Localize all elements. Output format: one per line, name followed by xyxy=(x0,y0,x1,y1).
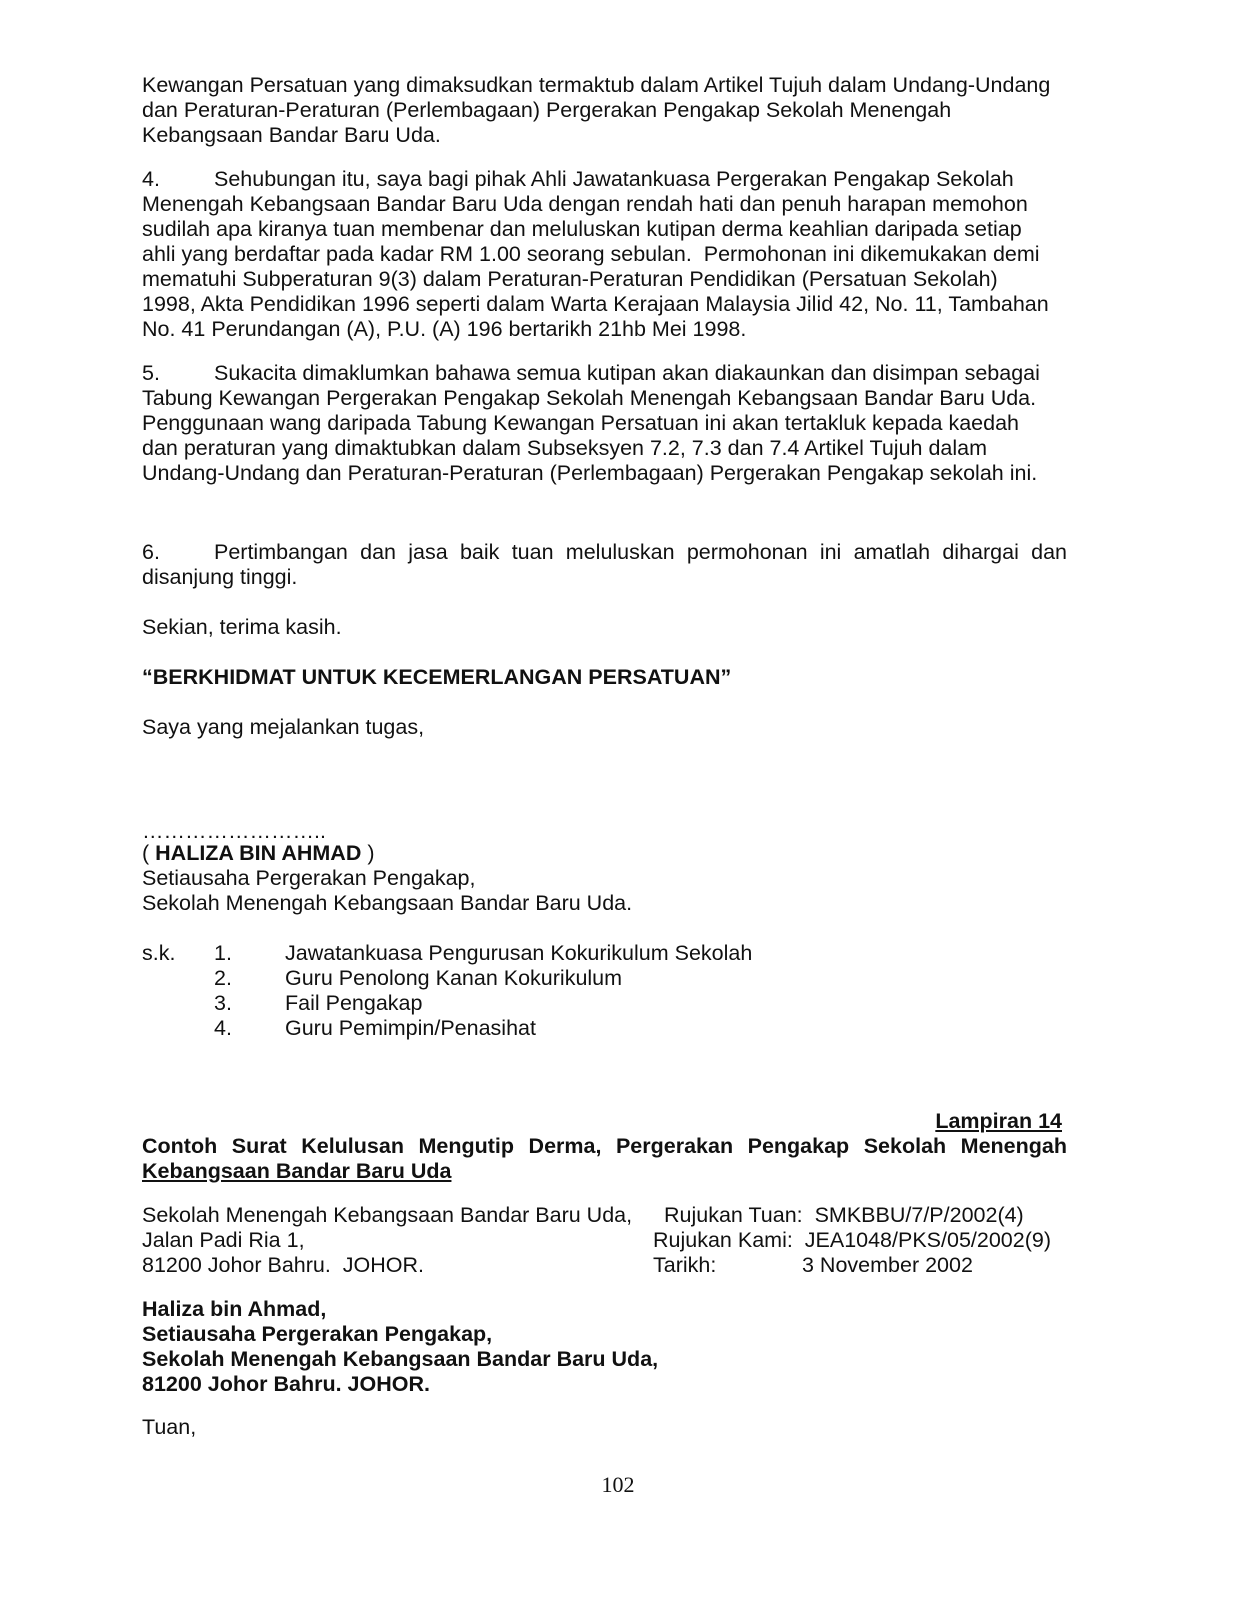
closing-thanks: Sekian, terima kasih. xyxy=(142,615,342,639)
letterhead-address-line: 81200 Johor Bahru. JOHOR. xyxy=(142,1253,425,1277)
intro-line-1: Kewangan Persatuan yang dimaksudkan termaktub dalam Artikel Tujuh dalam Undang-Undang xyxy=(142,73,1051,97)
recipient-line: 81200 Johor Bahru. JOHOR. xyxy=(142,1372,430,1396)
signature-school: Sekolah Menengah Kebangsaan Bandar Baru Uda. xyxy=(142,891,633,915)
copies-item-number: 1. xyxy=(214,941,232,965)
copies-item-number: 4. xyxy=(214,1016,232,1040)
appendix-label: Lampiran 14 xyxy=(935,1109,1062,1133)
para6-number: 6. xyxy=(142,540,160,564)
para4-line: sudilah apa kiranya tuan membenar dan meluluskan kutipan derma keahlian daripada setiap xyxy=(142,217,1022,241)
reference-ours: Rujukan Kami: JEA1048/PKS/05/2002(9) xyxy=(653,1228,1051,1252)
para5-line: Penggunaan wang daripada Tabung Kewangan Persatuan ini akan tertakluk kepada kaedah xyxy=(142,411,1019,435)
para4-line: No. 41 Perundangan (A), P.U. (A) 196 bertarikh 21hb Mei 1998. xyxy=(142,317,747,341)
para4-line: mematuhi Subperaturan 9(3) dalam Peraturan-Peraturan Pendidikan (Persatuan Sekolah) xyxy=(142,267,998,291)
copies-item-text: Jawatankuasa Pengurusan Kokurikulum Sekolah xyxy=(285,941,753,965)
para5-line: dan peraturan yang dimaktubkan dalam Subseksyen 7.2, 7.3 dan 7.4 Artikel Tujuh dalam xyxy=(142,436,988,460)
date-value: 3 November 2002 xyxy=(802,1253,973,1277)
copies-item-text: Guru Pemimpin/Penasihat xyxy=(285,1016,536,1040)
letterhead-address-line: Sekolah Menengah Kebangsaan Bandar Baru Uda, xyxy=(142,1203,633,1227)
copies-item-text: Guru Penolong Kanan Kokurikulum xyxy=(285,966,623,990)
closing-motto: “BERKHIDMAT UNTUK KECEMERLANGAN PERSATUAN” xyxy=(142,665,732,689)
para5-line: Undang-Undang dan Peraturan-Peraturan (Perlembagaan) Pergerakan Pengakap sekolah ini. xyxy=(142,461,1038,485)
salutation: Tuan, xyxy=(142,1415,197,1439)
appendix-title-line-2: Kebangsaan Bandar Baru Uda xyxy=(142,1159,452,1183)
recipient-line: Sekolah Menengah Kebangsaan Bandar Baru Uda, xyxy=(142,1347,659,1371)
signature-name-line xyxy=(142,841,375,866)
signature-open-paren: ( xyxy=(142,841,156,865)
reference-yours: Rujukan Tuan: SMKBBU/7/P/2002(4) xyxy=(664,1203,1024,1227)
para6-first-line: Pertimbangan dan jasa baik tuan meluluskan permohonan ini amatlah dihargai dan xyxy=(214,540,1067,564)
para5-line: Tabung Kewangan Pergerakan Pengakap Sekolah Menengah Kebangsaan Bandar Baru Uda. xyxy=(142,386,1037,410)
signature-name: HALIZA BIN AHMAD xyxy=(155,841,362,865)
para5-first-line: Sukacita dimaklumkan bahawa semua kutipan akan diakaunkan dan disimpan sebagai xyxy=(214,361,1040,385)
signature-dots: …………………….. xyxy=(142,819,326,843)
copies-item-text: Fail Pengakap xyxy=(285,991,423,1015)
para6-second-line: disanjung tinggi. xyxy=(142,565,298,589)
intro-line-2: dan Peraturan-Peraturan (Perlembagaan) Pergerakan Pengakap Sekolah Menengah xyxy=(142,98,952,122)
para4-line: Menengah Kebangsaan Bandar Baru Uda dengan rendah hati dan penuh harapan memohon xyxy=(142,192,1028,216)
para4-line: 1998, Akta Pendidikan 1996 seperti dalam Warta Kerajaan Malaysia Jilid 42, No. 11, Tambahan xyxy=(142,292,1049,316)
para4-number: 4. xyxy=(142,167,160,191)
para4-line: ahli yang berdaftar pada kadar RM 1.00 seorang sebulan. Permohonan ini dikemukakan demi xyxy=(142,242,1040,266)
copies-label: s.k. xyxy=(142,941,176,965)
para4-first-line: Sehubungan itu, saya bagi pihak Ahli Jawatankuasa Pergerakan Pengakap Sekolah xyxy=(214,167,1014,191)
recipient-line: Haliza bin Ahmad, xyxy=(142,1297,327,1321)
para5-number: 5. xyxy=(142,361,160,385)
signature-close-paren: ) xyxy=(361,841,375,865)
appendix-title-line-1: Contoh Surat Kelulusan Mengutip Derma, Pergerakan Pengakap Sekolah Menengah xyxy=(142,1134,1067,1158)
closing-duty: Saya yang mejalankan tugas, xyxy=(142,715,425,739)
signature-title: Setiausaha Pergerakan Pengakap, xyxy=(142,866,476,890)
copies-item-number: 2. xyxy=(214,966,232,990)
intro-line-3: Kebangsaan Bandar Baru Uda. xyxy=(142,123,441,147)
recipient-line: Setiausaha Pergerakan Pengakap, xyxy=(142,1322,493,1346)
date-label: Tarikh: xyxy=(653,1253,717,1277)
letterhead-address-line: Jalan Padi Ria 1, xyxy=(142,1228,305,1252)
copies-item-number: 3. xyxy=(214,991,232,1015)
page-number: 102 xyxy=(601,1472,635,1497)
